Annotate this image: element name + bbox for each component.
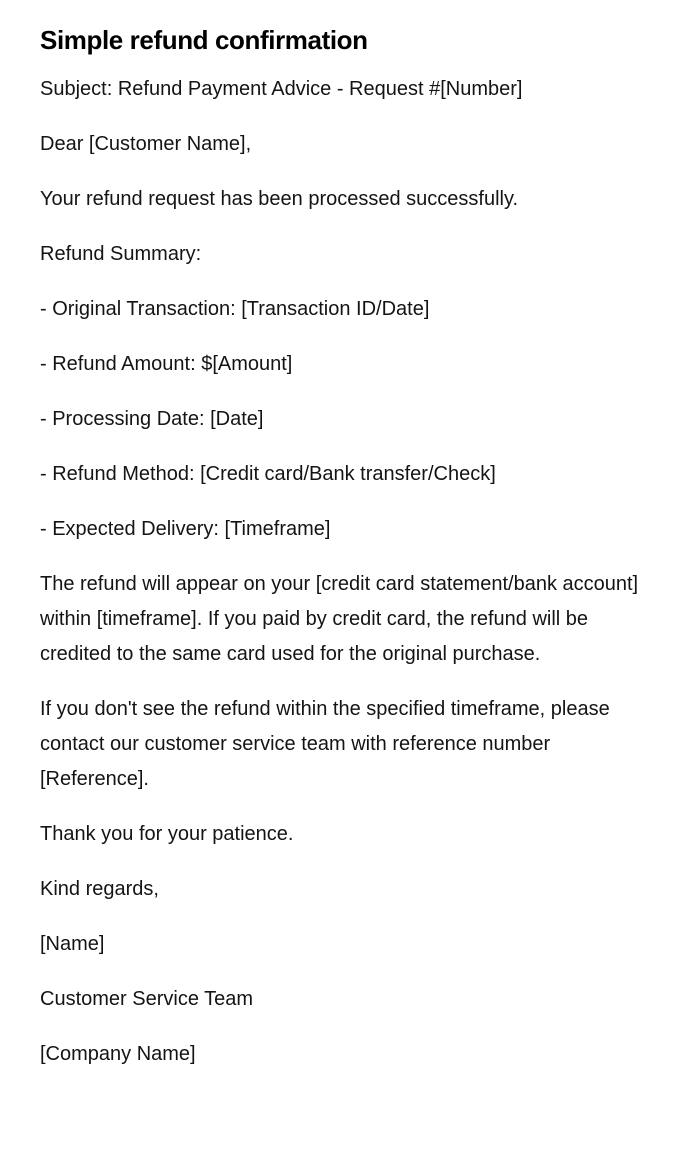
summary-item-original-transaction: - Original Transaction: [Transaction ID/Date] xyxy=(40,298,430,320)
summary-item-refund-amount: - Refund Amount: $[Amount] xyxy=(40,353,293,375)
signature-company: [Company Name] xyxy=(40,1043,196,1065)
subject-line: Subject: Refund Payment Advice - Request #[Number] xyxy=(40,78,523,100)
document-title: Simple refund confirmation xyxy=(40,25,368,55)
summary-item-expected-delivery: - Expected Delivery: [Timeframe] xyxy=(40,518,331,540)
signature-name: [Name] xyxy=(40,933,105,955)
closing-line: Kind regards, xyxy=(40,878,159,900)
thanks-line: Thank you for your patience. xyxy=(40,823,294,845)
summary-item-processing-date: - Processing Date: [Date] xyxy=(40,408,264,430)
intro-paragraph: Your refund request has been processed successfully. xyxy=(40,188,519,210)
signature-team: Customer Service Team xyxy=(40,988,254,1010)
refund-info-paragraph: The refund will appear on your [credit card statement/bank account] within [timeframe]. If you paid by credit card, the refund will be credited to the same card used for the original purchase. xyxy=(40,573,639,665)
summary-heading: Refund Summary: xyxy=(40,243,202,265)
summary-item-refund-method: - Refund Method: [Credit card/Bank transfer/Check] xyxy=(40,463,496,485)
contact-info-paragraph: If you don't see the refund within the specified timeframe, please contact our customer service team with reference number [Reference]. xyxy=(40,698,610,790)
greeting: Dear [Customer Name], xyxy=(40,133,252,155)
